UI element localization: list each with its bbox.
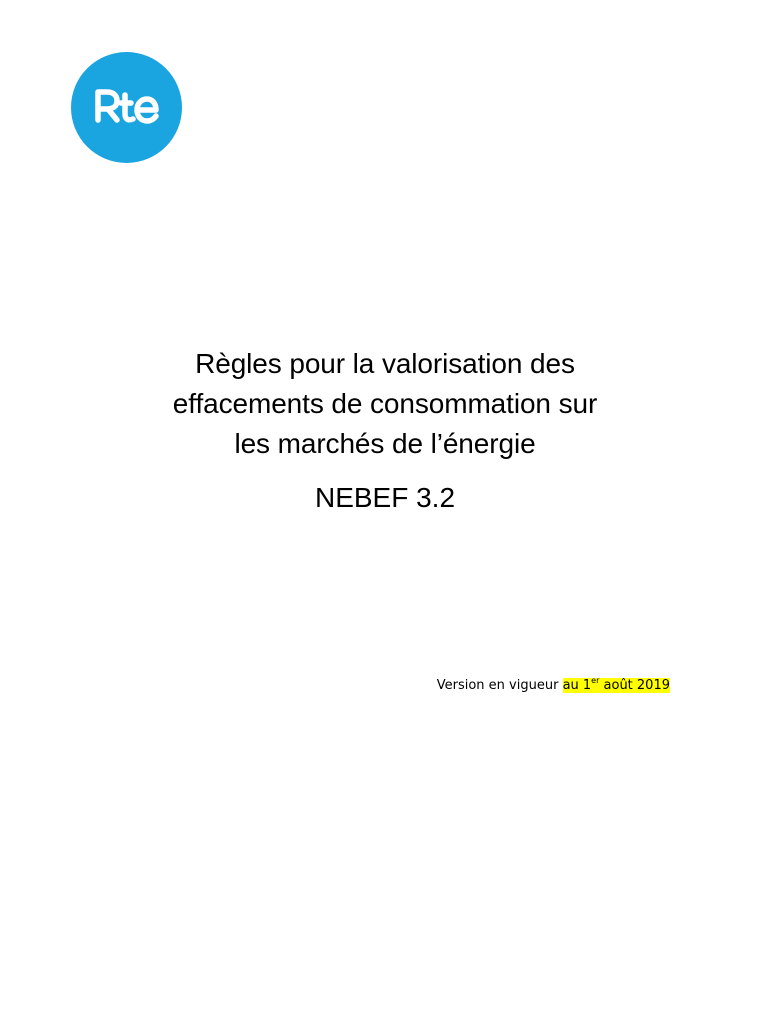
rte-logo-icon <box>71 52 182 163</box>
version-date-superscript: er <box>591 676 600 685</box>
title-line-2: effacements de consommation sur <box>172 388 598 419</box>
version-date-rest: août 2019 <box>599 678 670 693</box>
title-line-1: Règles pour la valorisation des <box>195 348 575 379</box>
document-subtitle: NEBEF 3.2 <box>314 482 456 513</box>
version-date-highlight <box>563 678 670 693</box>
rte-logo <box>71 52 182 163</box>
version-date-day: au 1 <box>562 678 592 693</box>
version-prefix: Version en vigueur <box>436 678 563 693</box>
version-statement <box>437 676 670 696</box>
document-title <box>0 344 770 464</box>
title-line-3: les marchés de l’énergie <box>234 428 536 459</box>
